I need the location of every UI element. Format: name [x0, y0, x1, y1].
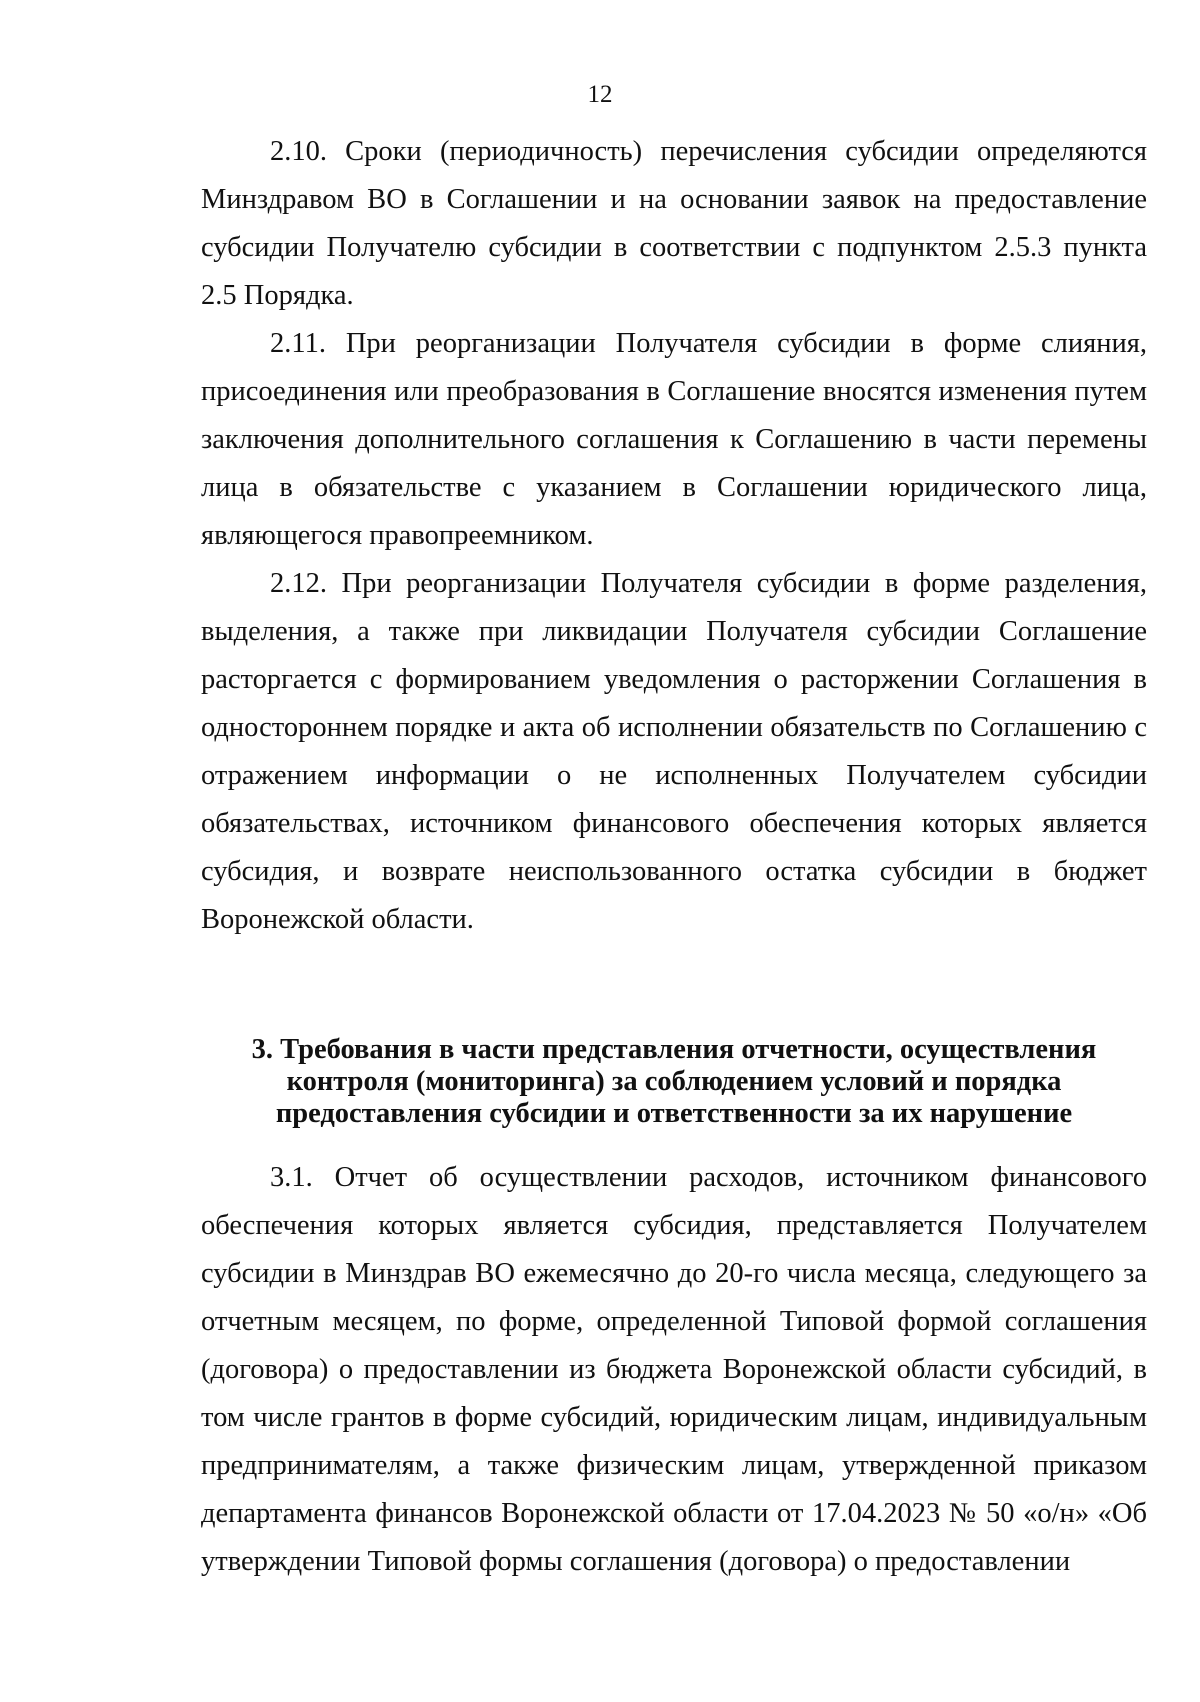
paragraph-3-1: 3.1. Отчет об осуществлении расходов, источником финансового обеспечения которых является субсидия, представляется Получателем субсидии в Минздрав ВО ежемесячно до 20-го числа месяца, следующего за отчетным месяцем, по форме, определенной Типовой формой соглашения (договора) о предоставлении из бюджета Воронежской области субсидий, в том числе грантов в форме субсидий, юридическим лицам, индивидуальным предпринимателям, а также физическим лицам, утвержденной приказом департамента финансов Воронежской области от 17.04.2023 № 50 «о/н» «Об утверждении Типовой формы соглашения (договора) о предоставлении — [201, 1162, 1147, 1577]
paragraph-2-11: 2.11. При реорганизации Получателя субсидии в форме слияния, присоединения или преобразования в Соглашение вносятся изменения путем заключения дополнительного соглашения к Соглашению в части перемены лица в обязательстве с указанием в Соглашении юридического лица, являющегося правопреемником. — [201, 328, 1147, 551]
paragraph-2-10: 2.10. Сроки (периодичность) перечисления субсидии определяются Минздравом ВО в Соглашении и на основании заявок на предоставление субсидии Получателю субсидии в соответствии с подпунктом 2.5.3 пункта 2.5 Порядка. — [201, 136, 1147, 311]
page-number: 12 — [587, 81, 613, 108]
section-3-heading: 3. Требования в части представления отчетности, осуществления контроля (мониторинга) за соблюдением условий и порядка предоставления субсидии и ответственности за их нарушение — [251, 1034, 1097, 1129]
paragraph-2-12: 2.12. При реорганизации Получателя субсидии в форме разделения, выделения, а также при ликвидации Получателя субсидии Соглашение расторгается с формированием уведомления о расторжении Соглашения в одностороннем порядке и акта об исполнении обязательств по Соглашению с отражением информации о не исполненных Получателем субсидии обязательствах, источником финансового обеспечения которых является субсидия, и возврате неиспользованного остатка субсидии в бюджет Воронежской области. — [201, 568, 1147, 935]
document-body — [201, 128, 1147, 1586]
